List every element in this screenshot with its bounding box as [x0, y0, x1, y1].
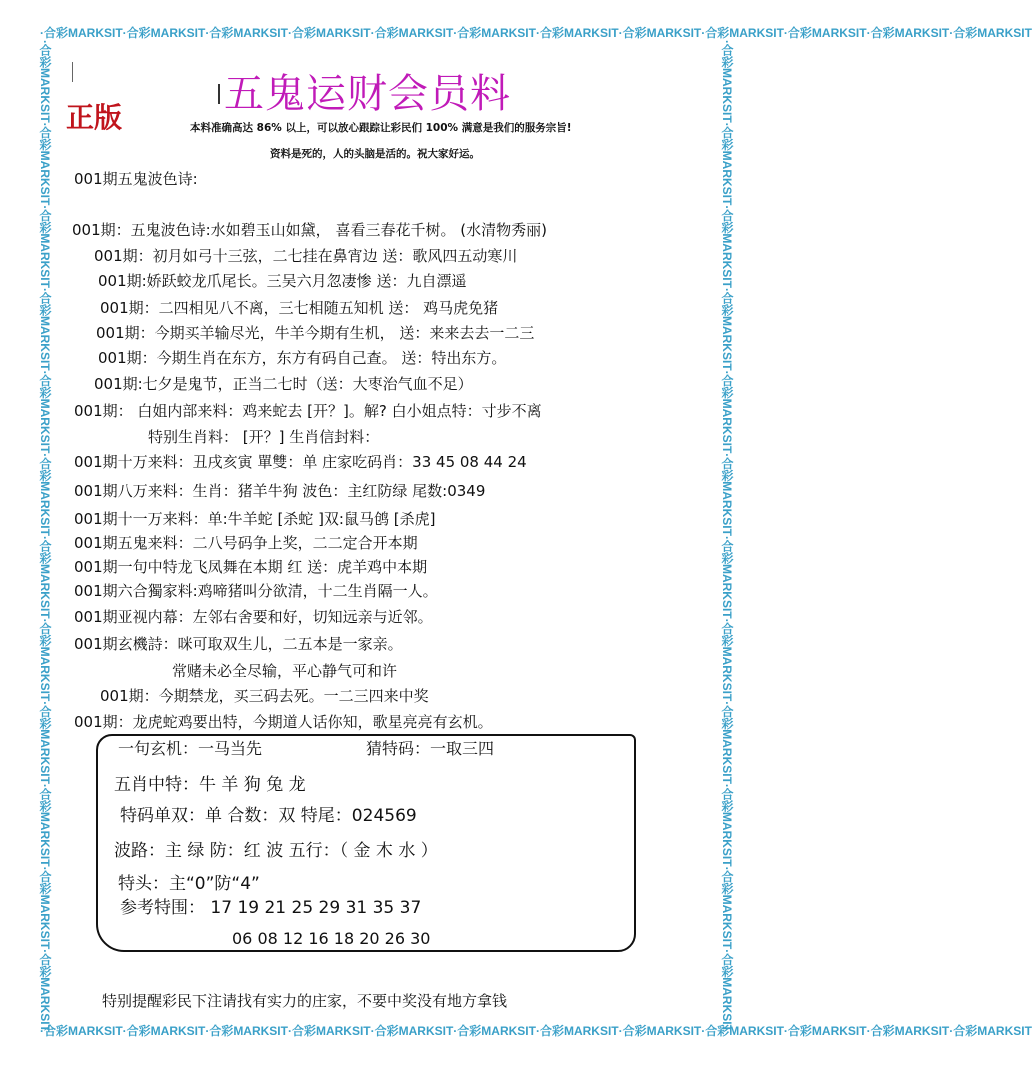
line-7: 001期:七夕是鬼节，正当二七时（送：大枣治气血不足） — [94, 375, 473, 393]
box-tetou: 特头：主“0”防“4” — [118, 874, 260, 894]
box-danshuang: 特码单双：单 合数：双 特尾：024569 — [120, 806, 417, 826]
line-9: 特别生肖料： [开？] 生肖信封料： — [148, 428, 380, 446]
line-10: 001期十万来料：丑戌亥寅 單雙：单 庄家吃码肖：33 45 08 44 24 — [74, 453, 527, 471]
line-3: 001期:娇跃蛟龙爪尾长。三吴六月忽凄惨 送：九自漂遥 — [98, 272, 467, 290]
line-19: 001期：今期禁龙，买三码去死。一二三四来中奖 — [100, 687, 429, 705]
watermark-right: ·合彩MARKSIT·合彩MARKSIT·合彩MARKSIT·合彩MARKSIT·合彩MARKSIT·合彩MARKSIT·合彩MARKSIT·合彩MARKSIT·合彩MARKSIT·合彩MARKSIT·合彩MARKSIT·合彩MARKSIT — [720, 40, 734, 1032]
line-5: 001期：今期买羊输尽光，牛羊今期有生机， 送：来来去去一二三 — [96, 324, 535, 342]
box-bolu: 波路：主 绿 防：红 波 五行：（ 金 木 水 ） — [114, 841, 438, 861]
line-13: 001期五鬼来料：二八号码争上奖，二二定合开本期 — [74, 534, 418, 552]
line-8: 001期： 白姐内部来料：鸡来蛇去 [开？]。解? 白小姐点特：寸步不离 — [74, 402, 542, 420]
watermark-top: ·合彩MARKSIT·合彩MARKSIT·合彩MARKSIT·合彩MARKSIT·合彩MARKSIT·合彩MARKSIT·合彩MARKSIT·合彩MARKSIT·合彩MARKSIT·合彩MARKSIT·合彩MARKSIT·合彩MARKSIT — [40, 26, 1032, 40]
line-6: 001期：今期生肖在东方，东方有码自己查。 送：特出东方。 — [98, 349, 507, 367]
line-2: 001期：初月如弓十三弦，二七挂在鼻宵边 送：歌风四五动寒川 — [94, 247, 518, 265]
line-14: 001期一句中特龙飞凤舞在本期 红 送：虎羊鸡中本期 — [74, 558, 428, 576]
line-17: 001期玄機詩：咪可取双生儿，二五本是一家亲。 — [74, 635, 403, 653]
watermark-bottom: ·合彩MARKSIT·合彩MARKSIT·合彩MARKSIT·合彩MARKSIT·合彩MARKSIT·合彩MARKSIT·合彩MARKSIT·合彩MARKSIT·合彩MARKSIT·合彩MARKSIT·合彩MARKSIT·合彩MARKSIT — [40, 1024, 1032, 1038]
footer-note: 特别提醒彩民下注请找有实力的庄家，不要中奖没有地方拿钱 — [102, 992, 508, 1010]
corner-mark — [72, 62, 73, 82]
line-1: 001期：五鬼波色诗:水如碧玉山如黛， 喜看三春花千树。 (水清物秀丽) — [72, 221, 547, 239]
line-12: 001期十一万来料：单:牛羊蛇 [杀蛇 ]双:鼠马鸧 [杀虎] — [74, 510, 436, 528]
line-4: 001期：二四相见八不离，三七相随五知机 送： 鸡马虎免猪 — [100, 299, 499, 317]
box-xuanji: 一句玄机：一马当先 — [118, 739, 263, 758]
box-cankao: 参考特围： 17 19 21 25 29 31 35 37 — [120, 898, 422, 918]
title-bar — [218, 84, 220, 104]
line-15: 001期六合獨家料:鸡啼猪叫分欲清，十二生肖隔一人。 — [74, 582, 438, 600]
line-16: 001期亚视内幕：左邻右舍要和好，切知远亲与近邻。 — [74, 608, 433, 626]
page-title: 五鬼运财会员料 — [224, 71, 511, 117]
line-18: 常赌未必全尽输，平心静气可和许 — [172, 662, 398, 680]
watermark-left: ·合彩MARKSIT·合彩MARKSIT·合彩MARKSIT·合彩MARKSIT·合彩MARKSIT·合彩MARKSIT·合彩MARKSIT·合彩MARKSIT·合彩MARKSIT·合彩MARKSIT·合彩MARKSIT·合彩MARKSIT — [38, 40, 52, 1032]
box-caite: 猜特码：一取三四 — [366, 739, 495, 758]
box-cankao-2: 06 08 12 16 18 20 26 30 — [232, 929, 431, 948]
genuine-badge: 正版 — [66, 101, 123, 134]
tagline: 本料准确高达 86% 以上，可以放心跟踪让彩民们 100% 满意是我们的服务宗旨! — [190, 122, 572, 134]
line-11: 001期八万来料：生肖：猪羊牛狗 波色：主红防绿 尾数:0349 — [74, 482, 486, 500]
line-20: 001期：龙虎蛇鸡要出特，今期道人话你知，歌星亮亮有玄机。 — [74, 713, 493, 731]
line-0: 001期五鬼波色诗: — [74, 170, 198, 188]
tagline-secondary: 资料是死的，人的头脑是活的。祝大家好运。 — [270, 148, 480, 160]
box-wuxiao: 五肖中特：牛 羊 狗 兔 龙 — [114, 775, 306, 795]
